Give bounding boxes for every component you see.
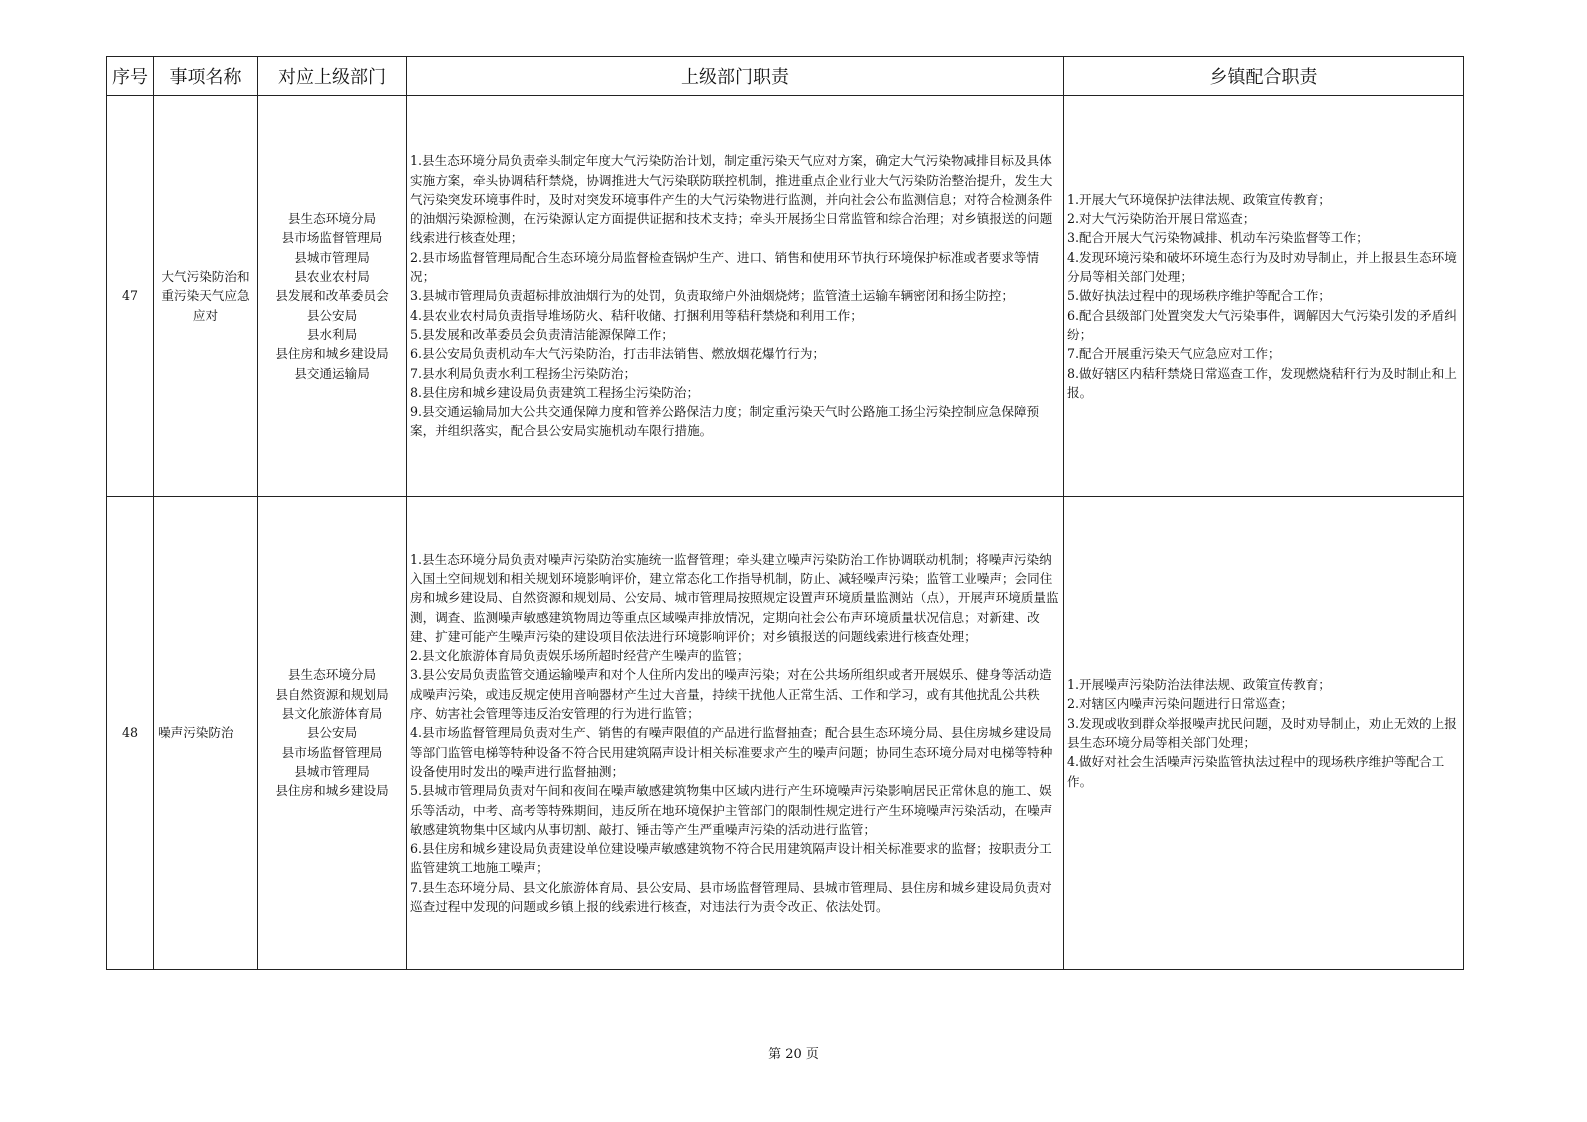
town-duty-item: 4.发现环境污染和破坏环境生态行为及时劝导制止，并上报县生态环境分局等相关部门处理； <box>1067 249 1457 285</box>
dept-item: 县住房和城乡建设局 <box>275 346 389 362</box>
dept-item: 县交通运输局 <box>294 365 370 381</box>
dept-item: 县生态环境分局 <box>287 211 377 227</box>
row-number: 48 <box>107 497 154 970</box>
duty-item: 3.县城市管理局负责超标排放油烟行为的处罚，负责取缔户外油烟烧烤；监管渣土运输车辆密闭和扬尘防控； <box>410 288 1014 304</box>
duty-item: 8.县住房和城乡建设局负责建筑工程扬尘污染防治； <box>410 384 700 400</box>
dept-item: 县公安局 <box>306 725 358 741</box>
duty-list <box>407 96 1064 497</box>
item-name: 大气污染防治和重污染天气应急应对 <box>154 96 258 497</box>
header-superior-dept: 对应上级部门 <box>258 57 407 96</box>
duty-item: 2.县文化旅游体育局负责娱乐场所超时经营产生噪声的监管； <box>410 648 750 664</box>
duty-item: 2.县市场监督管理局配合生态环境分局监督检查锅炉生产、进口、销售和使用环节执行环境保护标准或者要求等情况； <box>410 249 1040 285</box>
town-duty-item: 8.做好辖区内秸秆禁烧日常巡查工作，发现燃烧秸秆行为及时制止和上报。 <box>1067 365 1457 400</box>
town-duty-item: 3.配合开展大气污染物减排、机动车污染监督等工作； <box>1067 230 1369 246</box>
duty-item: 5.县发展和改革委员会负责清洁能源保障工作； <box>410 326 674 342</box>
page-number: 第 20 页 <box>768 1047 819 1062</box>
town-duty-item: 3.发现或收到群众举报噪声扰民问题，及时劝导制止，劝止无效的上报县生态环境分局等相关部门处理； <box>1067 715 1457 750</box>
duty-table <box>106 56 1464 970</box>
dept-list <box>258 96 407 497</box>
town-duty-item: 2.对辖区内噪声污染问题进行日常巡查； <box>1067 696 1294 712</box>
dept-item: 县水利局 <box>306 326 358 342</box>
town-duty-item: 5.做好执法过程中的现场秩序维护等配合工作； <box>1067 288 1331 304</box>
duty-item: 6.县公安局负责机动车大气污染防治，打击非法销售、燃放烟花爆竹行为； <box>410 346 826 362</box>
dept-item: 县生态环境分局 <box>287 667 377 683</box>
dept-item: 县发展和改革委员会 <box>275 288 389 304</box>
table-header-row <box>107 57 1464 96</box>
table-row <box>107 96 1464 497</box>
town-duty-item: 4.做好对社会生活噪声污染监管执法过程中的现场秩序维护等配合工作。 <box>1067 754 1445 789</box>
dept-item: 县农业农村局 <box>294 269 370 285</box>
duty-item: 4.县市场监督管理局负责对生产、销售的有噪声限值的产品进行监督抽查；配合县生态环境分局、县住房城乡建设局等部门监管电梯等特种设备不符合民用建筑隔声设计相关标准要求产生的噪声问题；协同生态环境分局对电梯等特种设备使用时发出的噪声进行监督抽测； <box>410 725 1053 779</box>
duty-item: 9.县交通运输局加大公共交通保障力度和管养公路保洁力度；制定重污染天气时公路施工扬尘污染控制应急保障预案，并组织落实，配合县公安局实施机动车限行措施。 <box>410 404 1040 439</box>
duty-item: 1.县生态环境分局负责对噪声污染防治实施统一监督管理；牵头建立噪声污染防治工作协调联动机制；将噪声污染纳入国土空间规划和相关规划环境影响评价，建立常态化工作指导机制，防止、减轻噪声污染；监管工业噪声；会同住房和城乡建设局、自然资源和规划局、公安局、城市管理局按照规定设置声环境质量监测站（点），开展声环境质量监测，调查、监测噪声敏感建筑物周边等重点区域噪声排放情况，定期向社会公布声环境质量状况信息；对新建、改建、扩建可能产生噪声污染的建设项目依法进行环境影响评价；对乡镇报送的问题线索进行核查处理； <box>410 551 1059 644</box>
table-row <box>107 497 1464 970</box>
town-duty-list <box>1064 497 1464 970</box>
duty-item: 3.县公安局负责监管交通运输噪声和对个人住所内发出的噪声污染；对在公共场所组织或者开展娱乐、健身等活动造成噪声污染，或违反规定使用音响器材产生过大音量，持续干扰他人正常生活、工作和学习，或有其他扰乱公共秩序、妨害社会管理等违反治安管理的行为进行监管； <box>410 667 1052 722</box>
duty-item: 7.县水利局负责水利工程扬尘污染防治； <box>410 365 637 381</box>
dept-item: 县住房和城乡建设局 <box>275 783 389 799</box>
town-duty-item: 1.开展噪声污染防治法律法规、政策宣传教育； <box>1067 677 1331 693</box>
duty-item: 7.县生态环境分局、县文化旅游体育局、县公安局、县市场监督管理局、县城市管理局、县住房和城乡建设局负责对巡查过程中发现的问题或乡镇上报的线索进行核查，对违法行为责令改正、依法处罚。 <box>410 879 1052 915</box>
dept-item: 县市场监督管理局 <box>281 744 383 760</box>
dept-item: 县文化旅游体育局 <box>281 706 383 722</box>
town-duty-item: 2.对大气污染防治开展日常巡查； <box>1067 211 1256 227</box>
header-town-duty: 乡镇配合职责 <box>1064 57 1464 96</box>
header-no: 序号 <box>107 57 154 96</box>
item-name: 噪声污染防治 <box>154 497 258 970</box>
header-item-name: 事项名称 <box>154 57 258 96</box>
dept-list <box>258 497 407 970</box>
town-duty-list <box>1064 96 1464 497</box>
duty-item: 5.县城市管理局负责对午间和夜间在噪声敏感建筑物集中区域内进行产生环境噪声污染影响居民正常休息的施工、娱乐等活动，中考、高考等特殊期间，违反所在地环境保护主管部门的限制性规定进行产生环境噪声污染活动，在噪声敏感建筑物集中区域内从事切割、敲打、锤击等产生严重噪声污染的活动进行监管； <box>410 783 1053 837</box>
dept-item: 县城市管理局 <box>294 763 370 779</box>
duty-list <box>407 497 1064 970</box>
dept-item: 县市场监督管理局 <box>281 230 383 246</box>
town-duty-item: 6.配合县级部门处置突发大气污染事件，调解因大气污染引发的矛盾纠纷； <box>1067 307 1457 342</box>
town-duty-item: 7.配合开展重污染天气应急应对工作； <box>1067 346 1281 362</box>
town-duty-item: 1.开展大气环境保护法律法规、政策宣传教育； <box>1067 191 1331 207</box>
duty-item: 1.县生态环境分局负责牵头制定年度大气污染防治计划，制定重污染天气应对方案，确定大气污染物减排目标及具体实施方案，牵头协调秸秆禁烧，协调推进大气污染联防联控机制，推进重点企业行业大气污染防治整治提升，发生大气污染突发环境事件时，及时对突发环境事件产生的大气污染物进行监测，并向社会公布监测信息；对符合检测条件的油烟污染源检测，在污染源认定方面提供证据和技术支持；牵头开展扬尘日常监管和综合治理；对乡镇报送的问题线索进行核查处理； <box>410 153 1053 246</box>
header-superior-duty: 上级部门职责 <box>407 57 1064 96</box>
duty-item: 6.县住房和城乡建设局负责建设单位建设噪声敏感建筑物不符合民用建筑隔声设计相关标准要求的监督；按职责分工监管建筑工地施工噪声； <box>410 841 1052 876</box>
dept-item: 县公安局 <box>306 307 358 323</box>
dept-item: 县自然资源和规划局 <box>275 686 389 702</box>
duty-item: 4.县农业农村局负责指导堆场防火、秸秆收储、打捆利用等秸秆禁烧和利用工作； <box>410 307 863 323</box>
dept-item: 县城市管理局 <box>294 249 370 265</box>
row-number: 47 <box>107 96 154 497</box>
